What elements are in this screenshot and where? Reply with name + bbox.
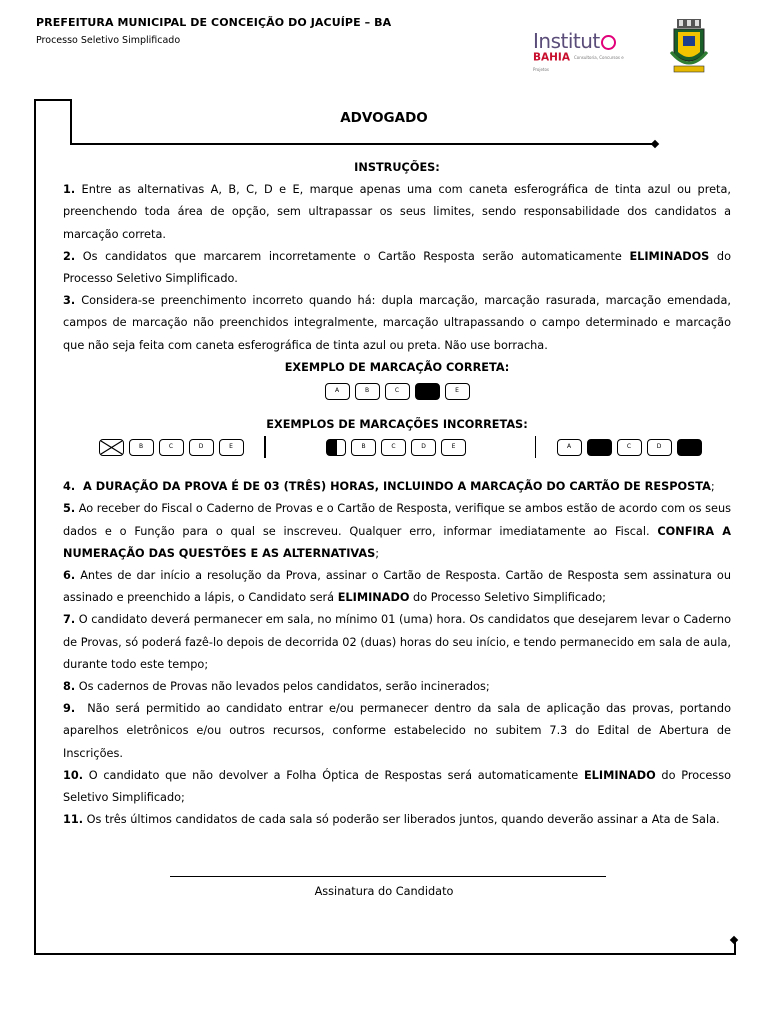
logo-text-institut: Institut: [533, 29, 600, 53]
instruction-item: [63, 179, 735, 246]
instruction-text: O candidato deverá permanecer em sala, no mínimo 01 (uma) hora. Os candidatos que desejarem levar o Caderno de Provas, só poderá fazê-lo depois de decorrida 02 (duas) horas do seu início, e tendo permanecido em sala de aula, durante todo este tempo;: [63, 613, 735, 671]
instruction-text-end: ;: [710, 480, 715, 494]
instruction-text: Considera-se preenchimento incorreto quando há: dupla marcação, marcação rasurada, marcação emendada, campos de marcação não preenchidos integralmente, marcação ultrapassando o campo determinado e marcação que não seja feita com caneta esferográfica de tinta azul ou preta. Não use borracha.: [63, 294, 735, 352]
instruction-text: Os cadernos de Provas não levados pelos candidatos, serão incinerados;: [75, 680, 490, 694]
instructions-heading: INSTRUÇÕES:: [354, 161, 440, 174]
frame-corner-dot: [730, 936, 738, 944]
cross-mark-icon: [100, 440, 123, 455]
header-subtitle: Processo Seletivo Simplificado: [36, 35, 181, 46]
instruction-number: 1.: [63, 183, 76, 197]
instruction-text-end: ;: [375, 546, 380, 560]
frame-title-underline: [70, 143, 656, 145]
instruction-item: [63, 476, 731, 498]
separator: [535, 436, 537, 458]
instruction-text: Entre as alternativas A, B, C, D e E, marque apenas uma com caneta esferográfica de tinta azul ou preta, preenchendo toda área de opção, sem ultrapassar os seus limites, sendo responsabilidade dos candidatos a marcação correta.: [63, 183, 735, 241]
example-incorrect-bubbles: [63, 432, 731, 462]
instructions-list-2: [63, 476, 735, 831]
example-correct-label: EXEMPLO DE MARCAÇÃO CORRETA:: [284, 360, 510, 374]
instruction-emphasis: A DURAÇÃO DA PROVA É DE 03 (TRÊS) HORAS, INCLUINDO A MARCAÇÃO DO CARTÃO DE RESPOSTA: [75, 480, 711, 494]
instruction-item: [63, 565, 735, 609]
bubble-c: C: [381, 439, 406, 456]
frame-bottom-line: [34, 953, 736, 955]
bubble-c: C: [617, 439, 642, 456]
bubble-e: E: [219, 439, 244, 456]
example-incorrect-label: EXEMPLOS DE MARCAÇÕES INCORRETAS:: [266, 418, 528, 432]
instruction-number: 5.: [63, 502, 76, 516]
logo-small-text: Consultoria, Concursos e Projetos: [533, 55, 624, 72]
instruction-text: Antes de dar início a resolução da Prova, assinar o Cartão de Resposta. Cartão de Resposta sem assinatura ou assinado e preenchido a lápis, o Candidato será: [63, 569, 735, 605]
instruction-item: [63, 290, 735, 357]
instructions-list-1: [63, 179, 735, 357]
bubble-d-filled: [415, 383, 440, 400]
instruction-number: 7.: [63, 613, 76, 627]
signature-label: Assinatura do Candidato: [314, 885, 454, 898]
separator: [264, 436, 266, 458]
instruction-item: [63, 809, 731, 831]
bubble-b: B: [355, 383, 380, 400]
instruction-item: [63, 246, 731, 290]
instruction-text: Os candidatos que marcarem incorretamente o Cartão Resposta serão automaticamente: [75, 249, 630, 263]
bubble-e: E: [441, 439, 466, 456]
bubble-d: D: [411, 439, 436, 456]
instruction-emphasis: CONFIRA A NUMERAÇÃO DAS QUESTÕES E AS ALTERNATIVAS: [63, 524, 735, 560]
logo-o-icon: [601, 35, 616, 50]
bubble-c: C: [385, 383, 410, 400]
bubble-a-partial: [326, 439, 346, 456]
instruction-item: [63, 498, 735, 565]
bubble-a: A: [557, 439, 582, 456]
bubble-b: B: [351, 439, 376, 456]
instruction-text-end: do Processo Seletivo Simplificado.: [63, 249, 731, 286]
bubble-b: B: [129, 439, 154, 456]
instruction-emphasis: ELIMINADO: [337, 591, 410, 605]
instruction-emphasis: ELIMINADO: [583, 768, 656, 782]
bubble-d: D: [189, 439, 214, 456]
instituto-bahia-logo: [533, 30, 633, 75]
instruction-number: 8.: [63, 680, 76, 694]
instruction-text: Não será permitido ao candidato entrar e/ou permanecer dentro da sala de aplicação das provas, portando aparelhos eletrônicos e/ou outros recursos, conforme estabelecido no subitem 7.3 do Edital de Abertura de Inscrições.: [63, 702, 735, 760]
signature-line: [170, 876, 606, 877]
header-title: PREFEITURA MUNICIPAL DE CONCEIÇÃO DO JACUÍPE – BA: [36, 16, 392, 29]
instruction-text: Os três últimos candidatos de cada sala só poderão ser liberados juntos, quando deverão assinar a Ata de Sala.: [83, 813, 720, 827]
instruction-item: [63, 765, 731, 809]
instruction-item: [63, 698, 735, 765]
frame-top-line: [34, 99, 72, 101]
instruction-number: 4.: [63, 480, 76, 494]
instruction-item: [63, 609, 735, 676]
instruction-number: 6.: [63, 569, 76, 583]
bubble-b-filled: [587, 439, 612, 456]
instruction-number: 11.: [63, 813, 84, 827]
bubble-e-filled: [677, 439, 702, 456]
frame-left-line: [34, 99, 36, 955]
page-title: ADVOGADO: [340, 110, 428, 126]
example-correct-bubbles: [63, 376, 731, 406]
frame-end-dot: [651, 140, 659, 148]
municipal-crest-icon: [668, 18, 710, 76]
instruction-emphasis: ELIMINADOS: [629, 249, 710, 263]
instruction-item: [63, 676, 731, 698]
logo-text-bahia: BAHIA: [533, 51, 570, 64]
instruction-number: 9.: [63, 702, 76, 716]
instruction-number: 2.: [63, 249, 76, 263]
instruction-number: 3.: [63, 294, 76, 308]
bubble-c: C: [159, 439, 184, 456]
bubble-a: A: [325, 383, 350, 400]
bubble-e: E: [445, 383, 470, 400]
bubble-a-crossed: [99, 439, 124, 456]
instructions-body: [63, 157, 735, 831]
instruction-text-end: do Processo Seletivo Simplificado;: [409, 591, 606, 605]
bubble-d: D: [647, 439, 672, 456]
instruction-text: O candidato que não devolver a Folha Óptica de Respostas será automaticamente: [83, 768, 584, 782]
instruction-text: Ao receber do Fiscal o Caderno de Provas e o Cartão de Resposta, verifique se ambos estão de acordo com os seus dados e o Função para o qual se inscreveu. Qualquer erro, informar imediatamente ao Fiscal.: [63, 502, 735, 538]
instruction-text-end: do Processo Seletivo Simplificado;: [63, 768, 731, 805]
instruction-number: 10.: [63, 768, 84, 782]
